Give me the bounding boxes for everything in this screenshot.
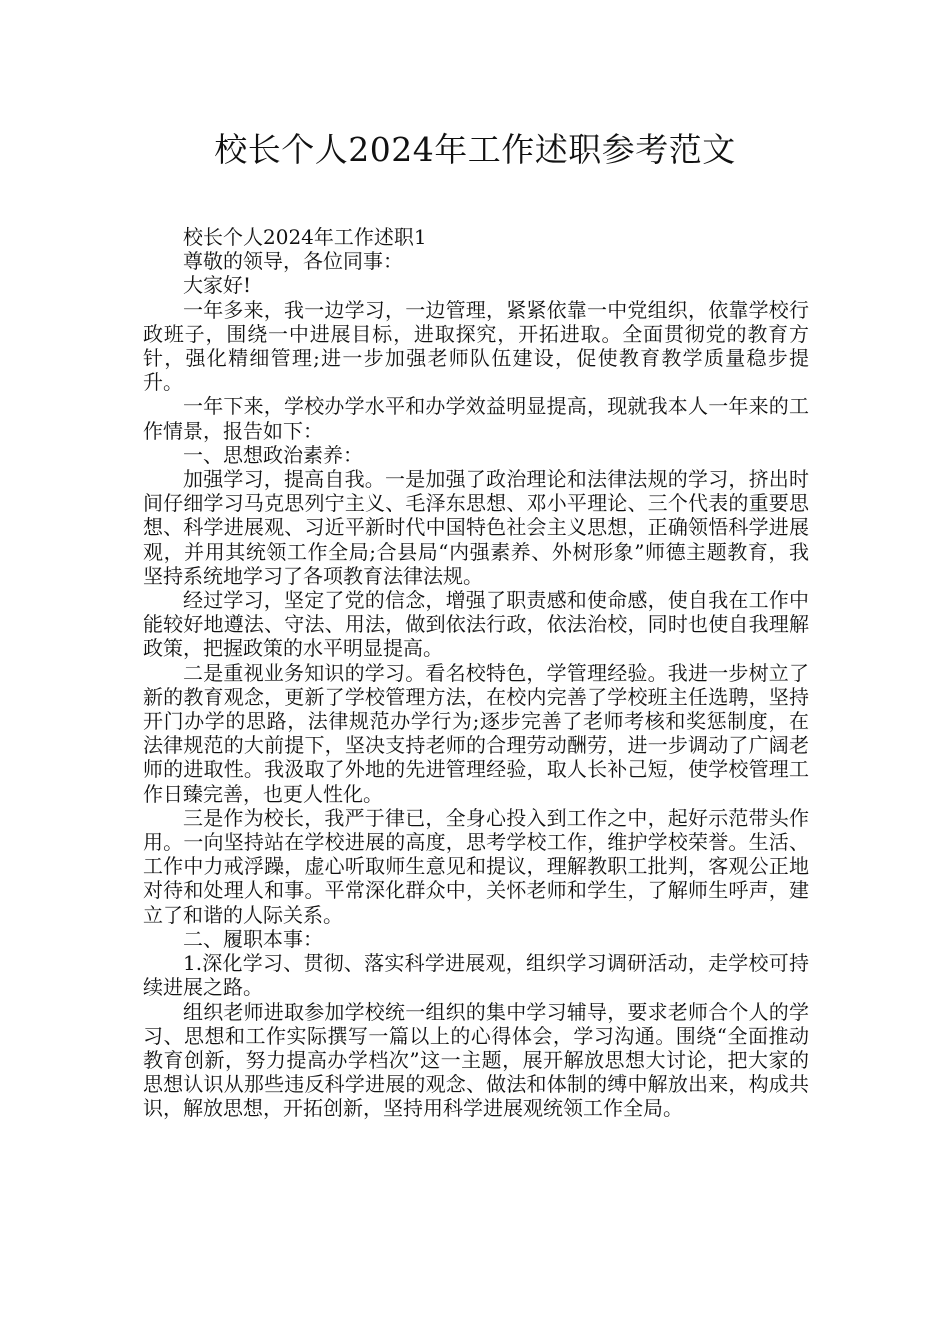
paragraph-salutation: 尊敬的领导，各位同事： bbox=[183, 249, 403, 274]
paragraph-business-knowledge: 二是重视业务知识的学习。看名校特色，学管理经验。我进一步树立了新的教育观念，更新了学校管理方法，在校内完善了学校班主任选聘，坚持开门办学的思路，法律规范办学行为;逐步完善了老师考核和奖惩制度，在法律规范的大前提下，坚决支持老师的合理劳动酬劳，进一步调动了广阔老师的进取性。我汲取了外地的先进管理经验，取人长补己短，使学校管理工作日臻完善，也更人性化。 bbox=[143, 660, 809, 806]
document-title: 校长个人2024年工作述职参考范文 bbox=[214, 130, 736, 169]
section-heading-political: 一、思想政治素养： bbox=[183, 442, 363, 467]
paragraph-principal-role: 三是作为校长，我严于律已，全身心投入到工作之中，起好示范带头作用。一向坚持站在学校进展的高度，思考学校工作，维护学校荣誉。生活、工作中力戒浮躁，虚心听取师生意见和提议，理解教职工批判，客观公正地对待和处理人和事。平常深化群众中，关怀老师和学生，了解师生呼声，建立了和谐的人际关系。 bbox=[143, 805, 809, 927]
paragraph-duty-1: 1.深化学习、贯彻、落实科学进展观，组织学习调研活动，走学校可持续进展之路。 bbox=[143, 951, 809, 1000]
paragraph-organize-study: 组织老师进取参加学校统一组织的集中学习辅导，要求老师合个人的学习、思想和工作实际撰写一篇以上的心得体会，学习沟通。围绕“全面推动教育创新，努力提高办学档次”这一主题，展开解放思想大讨论，把大家的思想认识从那些违反科学进展的观念、做法和体制的缚中解放出来，构成共识，解放思想，开拓创新，坚持用科学进展观统领工作全局。 bbox=[143, 999, 809, 1121]
paragraph-heading-1: 校长个人2024年工作述职1 bbox=[183, 225, 427, 249]
section-heading-duties: 二、履职本事： bbox=[183, 926, 323, 951]
paragraph-study-result: 经过学习，坚定了党的信念，增强了职责感和使命感，使自我在工作中能较好地遵法、守法、用法，做到依法行政，依法治校，同时也使自我理解政策，把握政策的水平明显提高。 bbox=[143, 588, 809, 661]
paragraph-study: 加强学习，提高自我。一是加强了政治理论和法律法规的学习，挤出时间仔细学习马克思列宁主义、毛泽东思想、邓小平理论、三个代表的重要思想、科学进展观、习近平新时代中国特色社会主义思想，正确领悟科学进展观，并用其统领工作全局;合县局“内强素养、外树形象”师德主题教育，我坚持系统地学习了各项教育法律法规。 bbox=[143, 467, 809, 588]
paragraph-summary: 一年下来，学校办学水平和办学效益明显提高，现就我本人一年来的工作情景，报告如下： bbox=[143, 394, 809, 443]
document-body bbox=[143, 225, 809, 1121]
paragraph-greeting: 大家好! bbox=[183, 273, 252, 298]
paragraph-intro: 一年多来，我一边学习，一边管理，紧紧依靠一中党组织，依靠学校行政班子，围绕一中进展目标，进取探究，开拓进取。全面贯彻党的教育方针，强化精细管理;进一步加强老师队伍建设，促使教育教学质量稳步提升。 bbox=[143, 297, 809, 395]
